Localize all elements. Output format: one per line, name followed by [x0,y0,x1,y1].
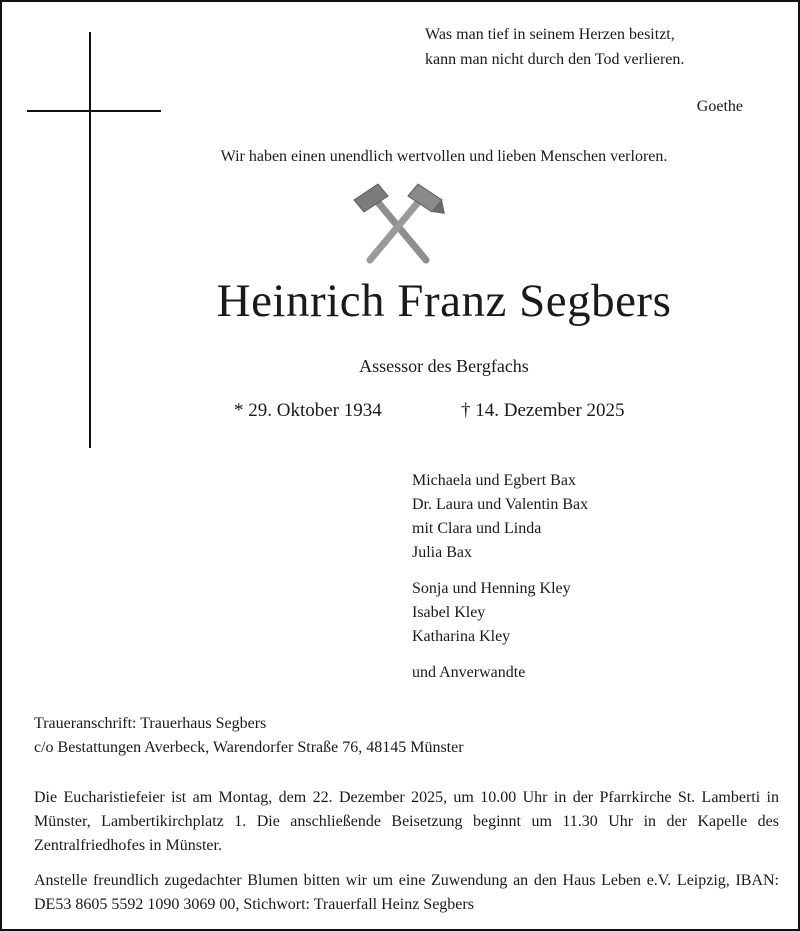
family-member: Sonja und Henning Kley [412,580,571,597]
deceased-name: Heinrich Franz Segbers [216,275,672,327]
quote-line-2: kann man nicht durch den Tod verlieren. [425,51,685,68]
family-member: Michaela und Egbert Bax [412,472,576,489]
mourning-address [34,712,464,760]
address-line-2: c/o Bestattungen Averbeck, Warendorfer Straße 76, 48145 Münster [34,739,464,756]
family-member: mit Clara und Linda [412,520,542,537]
birth-date: * 29. Oktober 1934 [234,400,382,421]
quote-author: Goethe [696,98,743,115]
donation-info: Anstelle freundlich zugedachter Blumen bitten wir um eine Zuwendung an den Haus Leben e.V. Leipzig, IBAN: DE53 8605 5592 1090 3069 00, Stichwort: Trauerfall Heinz Segbers [34,872,779,913]
service-info: Die Eucharistiefeier ist am Montag, dem 22. Dezember 2025, um 10.00 Uhr in der Pfarrkirche St. Lamberti in Münster, Lambertikirchplatz 1. Die anschließende Beisetzung beginnt um 11.30 Uhr in der Kapelle des Zentralfriedhofes in Münster. [34,789,779,854]
family-member: Dr. Laura und Valentin Bax [412,496,589,513]
quote [425,22,684,72]
family-member: Isabel Kley [412,604,486,621]
family-member: Katharina Kley [412,628,511,645]
cross-icon-vertical [89,32,91,448]
family-group-1 [412,469,588,565]
deceased-title: Assessor des Bergfachs [359,356,529,376]
hammer-and-pick-icon [350,182,446,264]
family-group-3 [412,661,525,685]
family-member: Julia Bax [412,544,472,561]
quote-line-1: Was man tief in seinem Herzen besitzt, [425,26,675,43]
family-group-2 [412,577,571,649]
intro-text: Wir haben einen unendlich wertvollen und lieben Menschen verloren. [220,148,668,165]
family-member: und Anverwandte [412,664,526,681]
address-line-1: Traueranschrift: Trauerhaus Segbers [34,715,267,732]
death-date: † 14. Dezember 2025 [461,400,625,421]
